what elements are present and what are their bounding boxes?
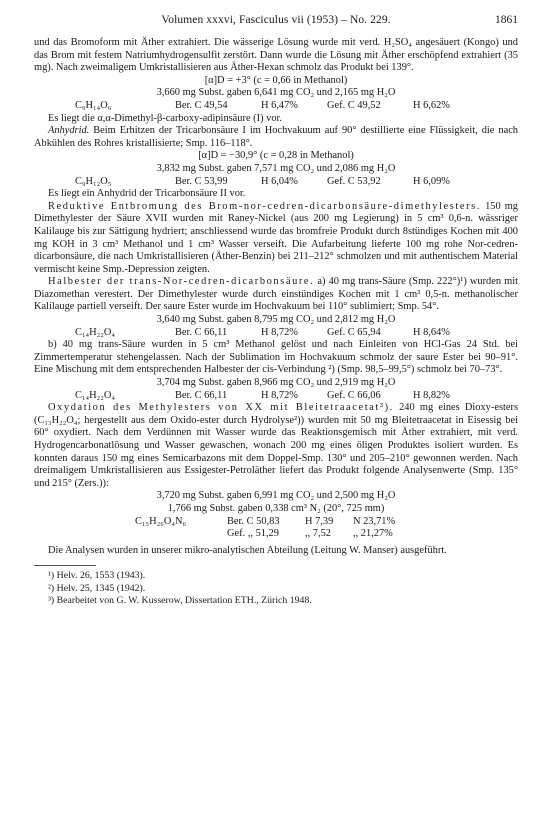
calc-row-4 <box>34 390 518 403</box>
paragraph-oxidation <box>34 402 518 490</box>
calc-h-5: H 7,39 <box>305 515 334 527</box>
formula-2: C₉H₁₂O₅ <box>75 175 112 187</box>
article-body <box>34 37 518 608</box>
calc-row-2 <box>34 176 518 189</box>
anhydride-text: Beim Erhitzen der Tricarbonsäure I im Hochvakuum auf 90° destillierte eine Flüssigkeit, die nach Abkühlen des Rohres kristallisierte; Smp. 116–118°. <box>34 125 518 149</box>
calc-row-5 <box>34 516 518 529</box>
paragraph-conclusion-2: Es liegt ein Anhydrid der Tricarbonsäure II vor. <box>48 188 246 200</box>
analysis-line-5b: 1,766 mg Subst. gaben 0,338 cm³ N₂ (20°, 725 mm) <box>167 502 385 514</box>
found-c-3: Gef. C 65,94 <box>327 326 381 338</box>
oxidation-text: 240 mg eines Dioxy-esters (C₁₃H₂₂O₄; hergestellt aus dem Oxido-ester durch Hydrolyse²)) wurden mit 50 mg Bleitetraacetat in Eisessig bei 60° oxydiert. Nach dem Verdünnen mit Wasser wurde das Reaktionsgemisch mit Äther extrahiert, mit verd. Hydrogencarbonatlösung und Wasser gewaschen, wonach 200 mg eines öligen Produktes isoliert wurden. Es konnten daraus 150 mg eines Semicarbazons mit dem Doppel-Smp. 130° und 205–210° gewonnen werden. Nach dreimaligem Umkristallisieren aus Essigester-Petroläther liefert das Produkt folgende Analysenwerte (Smp. 135° und 215° (Zers.)): <box>34 402 518 489</box>
found-h-3: H 8,64% <box>413 326 450 338</box>
paragraph-half-ester <box>34 276 518 314</box>
formula-4: C₁₄H₂₂O₄ <box>75 389 116 401</box>
calc-n-5: N 23,71% <box>353 515 396 527</box>
found-h-5: ,, 7,52 <box>305 528 331 540</box>
formula-1: C₉H₁₄O₆ <box>75 99 112 111</box>
footnote-1: ¹) Helv. 26, 1553 (1943). <box>48 570 146 582</box>
half-ester-lead: Halbester der trans-Nor-cedren-dicarbonsäure. <box>48 276 315 288</box>
analysis-line-2: 3,832 mg Subst. gaben 7,571 mg CO₂ und 2,086 mg H₂O <box>156 162 396 174</box>
analysis-line-1: 3,660 mg Subst. gaben 6,641 mg CO₂ und 2,165 mg H₂O <box>156 87 396 99</box>
paragraph-half-ester-b: b) 40 mg trans-Säure wurden in 5 cm³ Methanol gelöst und nach Einleiten von HCl-Gas 24 Std. bei Zimmertemperatur stehengelassen. Nach der Sublimation im Hochvakuum schmolz der saure Ester bei 90–91°. Eine Mischung mit dem entsprechenden Halbester der cis-Verbindung ²) (Smp. 98,5–99,5°) schmolz bei 70–73°. <box>34 339 518 376</box>
found-h-4: H 8,82% <box>413 389 450 401</box>
found-c-5: Gef. ,, 51,29 <box>227 528 279 540</box>
debromination-lead: Reduktive Entbromung des Brom-nor-cedren-dicarbonsäure-dimethylesters. <box>48 200 482 212</box>
found-n-5: ,, 21,27% <box>353 528 393 540</box>
calc-h-1: H 6,47% <box>261 99 298 111</box>
calc-c-5: Ber. C 50,83 <box>227 515 280 527</box>
optical-rotation-1: [α]D = +3° (c = 0,66 in Methanol) <box>204 74 348 86</box>
calc-c-2: Ber. C 53,99 <box>175 175 228 187</box>
calc-c-1: Ber. C 49,54 <box>175 99 228 111</box>
calc-h-2: H 6,04% <box>261 175 298 187</box>
analysis-line-4: 3,704 mg Subst. gaben 8,966 mg CO₂ und 2,919 mg H₂O <box>156 377 396 389</box>
footnote-2: ²) Helv. 25, 1345 (1942). <box>48 582 146 594</box>
found-c-4: Gef. C 66,06 <box>327 389 381 401</box>
found-c-2: Gef. C 53,92 <box>327 175 381 187</box>
page-number: 1861 <box>495 14 518 26</box>
calc-c-3: Ber. C 66,11 <box>175 326 228 338</box>
oxidation-lead: Oxydation des Methylesters von XX mit Bleitetraacetat³). <box>48 402 394 414</box>
found-h-1: H 6,62% <box>413 99 450 111</box>
calc-row-3 <box>34 327 518 340</box>
calc-h-3: H 8,72% <box>261 326 298 338</box>
paragraph-acknowledgement: Die Analysen wurden in unserer mikro-analytischen Abteilung (Leitung W. Manser) ausgeführt. <box>48 544 447 556</box>
optical-rotation-2: [α]D = −30,9° (c = 0,28 in Methanol) <box>198 150 354 162</box>
footnote-3: ³) Bearbeitet von G. W. Kusserow, Dissertation ETH., Zürich 1948. <box>48 595 312 607</box>
paragraph-bromoform: und das Bromoform mit Äther extrahiert. Die wässerige Lösung wurde mit verd. H₂SO₄ angesäuert (Kongo) und das Brom mit festem Natriumhydrogensulfit zerstört. Dann wurde die Lösung mit Äther erschöpfend extrahiert (35 mg). Nach zweimaligem Umkristallisieren aus Äther-Hexan schmolz das Produkt bei 139°. <box>34 37 518 74</box>
found-h-2: H 6,09% <box>413 175 450 187</box>
paragraph-conclusion-1: Es liegt die α,α-Dimethyl-β-carboxy-adipinsäure (I) vor. <box>48 112 283 124</box>
running-header <box>34 14 518 30</box>
analysis-line-5a: 3,720 mg Subst. gaben 6,991 mg CO₂ und 2,500 mg H₂O <box>156 490 396 502</box>
formula-3: C₁₄H₂₂O₄ <box>75 326 116 338</box>
calc-h-4: H 8,72% <box>261 389 298 401</box>
paragraph-anhydride <box>34 125 518 150</box>
debromination-text: 150 mg Dimethylester der Säure XVII wurden mit Raney-Nickel (aus 200 mg Legierung) in 5 cm³ 0,6-n. wässriger Kalilauge bis zur Sättigung hydriert; anschliessend wurde das bromfreie Produkt durch 8stündiges Kochen mit 400 mg KOH in 3 cm³ Methanol und 1 cm³ Wasser verseift. Die Aufarbeitung lieferte 100 mg rohe Nor-cedren-dicarbonsäure, die nach Umkristallisieren (Äther-Benzin) bei 211–212° schmolzen und mit authentischem Material vermischt keine Smp.-Depression zeigten. <box>34 200 519 275</box>
footnote-divider <box>34 565 96 566</box>
calc-row-1 <box>34 100 518 113</box>
found-row-5 <box>34 528 518 541</box>
half-ester-text: a) 40 mg trans-Säure (Smp. 222°)¹) wurden mit Diazomethan verestert. Der Dimethylester wurde durch einstündiges Kochen mit 1 cm³ 0,5-n. methanolischer Kalilauge partiell verseift. Der saure Ester wurde im Hochvakuum bei 110° sublimiert; Smp. 54°. <box>34 276 518 313</box>
anhydride-lead: Anhydrid. <box>48 125 90 137</box>
running-title: Volumen xxxvi, Fasciculus vii (1953) – No. 229. <box>161 14 391 26</box>
calc-c-4: Ber. C 66,11 <box>175 389 228 401</box>
journal-page <box>34 14 518 608</box>
paragraph-reductive-debromination <box>34 201 518 277</box>
found-c-1: Gef. C 49,52 <box>327 99 381 111</box>
formula-5: C₁₅H₂₆O₄N₆ <box>135 515 187 527</box>
analysis-line-3: 3,640 mg Subst. gaben 8,795 mg CO₂ und 2,812 mg H₂O <box>156 314 396 326</box>
